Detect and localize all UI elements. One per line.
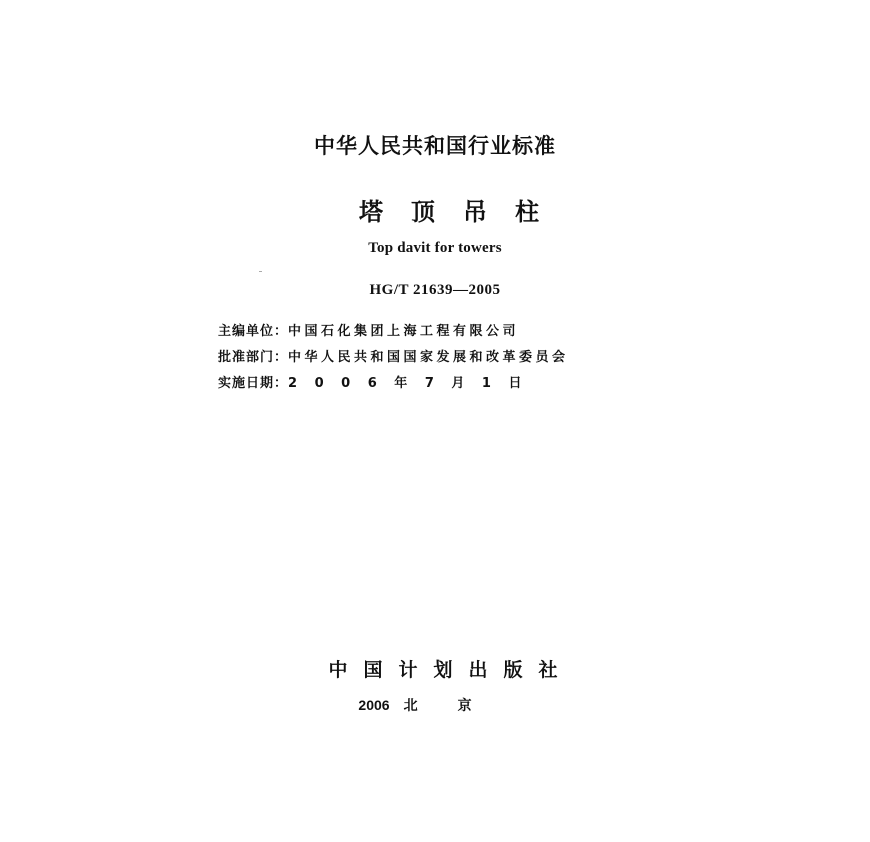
editor-value: 中国石化集团上海工程有限公司 bbox=[288, 324, 520, 339]
approver-label: 批准部门： bbox=[218, 350, 289, 365]
standard-type-heading: 中华人民共和国行业标准 bbox=[314, 134, 556, 158]
scan-speck bbox=[259, 271, 262, 272]
date-value: 2 0 0 6 年 7 月 1 日 bbox=[288, 376, 522, 391]
info-block bbox=[218, 319, 658, 397]
publication-city: 北京 bbox=[403, 698, 512, 714]
title-english: Top davit for towers bbox=[368, 240, 502, 256]
editor-row bbox=[218, 319, 658, 345]
approver-row bbox=[218, 345, 658, 371]
date-row bbox=[218, 371, 658, 397]
date-label: 实施日期： bbox=[218, 376, 289, 391]
publication-line bbox=[0, 695, 870, 715]
standard-number: HG/T 21639—2005 bbox=[369, 282, 501, 298]
publication-year: 2006 bbox=[358, 697, 390, 713]
title-chinese: 塔顶吊柱 bbox=[359, 198, 567, 226]
editor-label: 主编单位： bbox=[218, 324, 289, 339]
approver-value: 中华人民共和国国家发展和改革委员会 bbox=[288, 350, 569, 365]
publisher-name: 中国计划出版社 bbox=[328, 659, 574, 681]
